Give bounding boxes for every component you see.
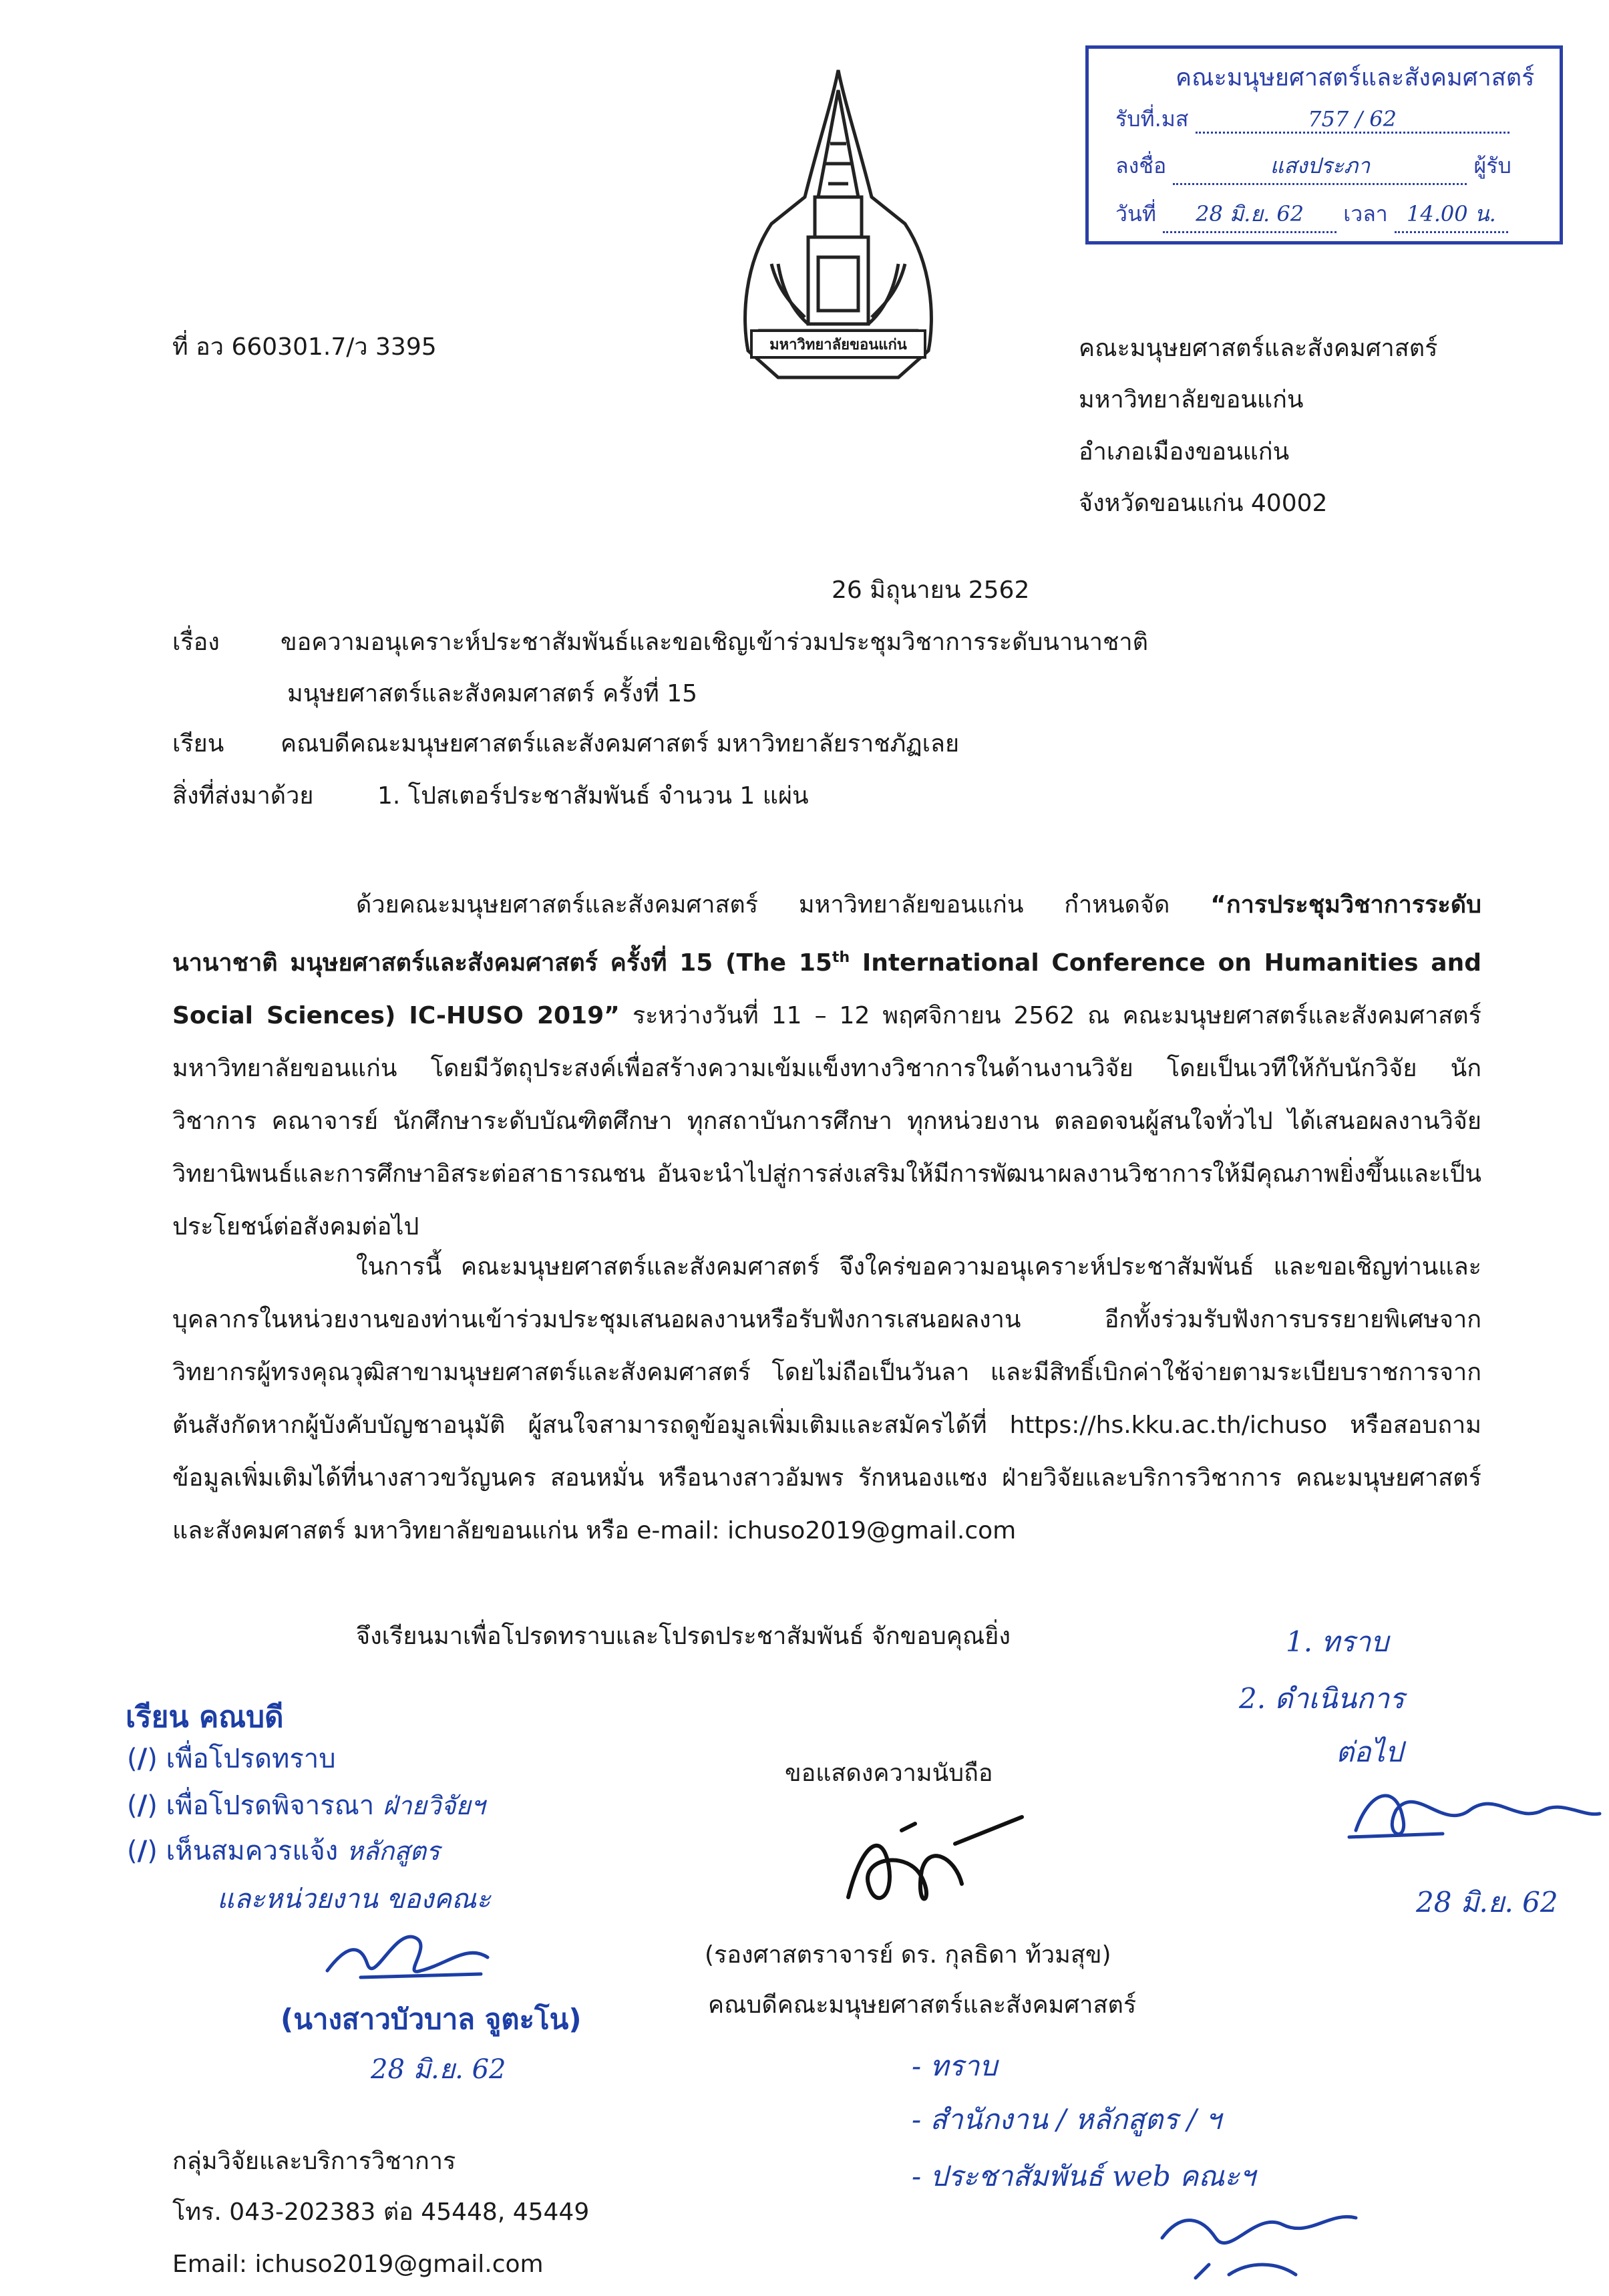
note-signer: (นางสาวบัวบาล จูตะโน) (281, 2003, 582, 2035)
stamp-date-label: วันที่ (1115, 201, 1156, 226)
sender-line-3: อำเภอเมืองขอนแก่น (1079, 438, 1290, 466)
enclosure-label: สิ่งที่ส่งมาด้วย (172, 782, 314, 810)
stamp-received-value: 757 / 62 (1196, 106, 1509, 134)
note-check-2: / (137, 1790, 148, 1821)
receipt-stamp (1085, 45, 1563, 244)
bottom-note-line-2: - สำนักงาน / หลักสูตร / ฯ (912, 2103, 1222, 2136)
signer-name: (รองศาสตราจารย์ ดร. กุลธิดา ท้วมสุข) (705, 1941, 1111, 1969)
subject-label: เรื่อง (172, 629, 220, 656)
stamp-time-label: เวลา (1343, 201, 1388, 226)
signature-icon (822, 1804, 1035, 1924)
sender-line-2: มหาวิทยาลัยขอนแก่น (1079, 386, 1304, 414)
stamp-received-row (1115, 102, 1509, 136)
bottom-note-signature-icon (1149, 2198, 1369, 2285)
document-reference: ที่ อว 660301.7/ว 3395 (172, 333, 437, 361)
emblem-caption: มหาวิทยาลัยขอนแก่น (769, 337, 907, 353)
note-signature-icon (321, 1917, 494, 1991)
university-emblem (731, 63, 945, 394)
to-label: เรียน (172, 730, 224, 758)
regards-text: ขอแสดงความนับถือ (785, 1760, 993, 1787)
stamp-time-value: 14.00 น. (1395, 197, 1508, 233)
note-check-3: / (137, 1836, 148, 1866)
subject-line-2: มนุษยศาสตร์และสังคมศาสตร์ ครั้งที่ 15 (287, 680, 698, 707)
note-item-1-label: เพื่อโปรดทราบ (166, 1744, 336, 1774)
sender-line-4: จังหวัดขอนแก่น 40002 (1079, 490, 1328, 517)
right-note-line-1: 1. ทราบ (1286, 1625, 1389, 1658)
para1-details: ระหว่างวันที่ 11 – 12 พฤศจิกายน 2562 ณ คณะมนุษยศาสตร์และสังคมศาสตร์ มหาวิทยาลัยขอนแก่น โดยมีวัตถุประสงค์เพื่อสร้างความเข้มแข็งทางวิชาการในด้านงานวิจัย โดยเป็นเวทีให้กับนักวิจัย นักวิชาการ คณาจารย์ นักศึกษาระดับบัณฑิตศึกษา ทุกสถาบันการศึกษา ทุกหน่วยงาน ตลอดจนผู้สนใจทั่วไป ได้เสนอผลงานวิจัย วิทยานิพนธ์และการศึกษาอิสระต่อสาธารณชน อันจะนำไปสู่การส่งเสริมให้มีการพัฒนาผลงานวิชาการให้มีคุณภาพยิ่งขึ้นและเป็นประโยชน์ต่อสังคมต่อไป (172, 1002, 1481, 1241)
stamp-org: คณะมนุษยศาสตร์และสังคมศาสตร์ (1176, 64, 1535, 92)
note-item-2-hand: ฝ่ายวิจัยฯ (382, 1791, 486, 1820)
note-item-3-label: เห็นสมควรแจ้ง (166, 1836, 339, 1866)
stamp-date-row (1115, 197, 1508, 233)
right-note-line-2: 2. ดำเนินการ (1239, 1682, 1405, 1715)
stamp-date-value: 28 มิ.ย. 62 (1163, 197, 1336, 233)
body-paragraph-1 (172, 878, 1481, 1253)
para1-english-name: International Conference on Humanities and Social Sciences) IC-HUSO 2019” (172, 949, 1481, 1029)
para1-english-open: (The 15 (713, 949, 832, 977)
bottom-note-line-1: - ทราบ (912, 2049, 998, 2082)
stamp-sign-value: แสงประภา (1173, 149, 1467, 185)
sender-line-1: คณะมนุษยศาสตร์และสังคมศาสตร์ (1079, 335, 1438, 362)
note-check-1: / (137, 1744, 148, 1774)
para1-conference-name: “การประชุมวิชาการระดับนานาชาติ มนุษยศาสตร์และสังคมศาสตร์ ครั้งที่ 15 (172, 891, 1481, 977)
letter-date: 26 มิถุนายน 2562 (832, 577, 1030, 604)
body-paragraph-2 (172, 1241, 1481, 1557)
note-item-2: (/) เพื่อโปรดพิจารณา ฝ่ายวิจัยฯ (127, 1790, 486, 1821)
para1-intro: ด้วยคณะมนุษยศาสตร์และสังคมศาสตร์ มหาวิทยาลัยขอนแก่น กำหนดจัด (356, 891, 1211, 919)
stamp-sign-label: ลงชื่อ (1115, 153, 1167, 178)
note-item-2-label: เพื่อโปรดพิจารณา (166, 1790, 375, 1821)
note-left-date: 28 มิ.ย. 62 (371, 2054, 506, 2085)
bottom-note-line-3: - ประชาสัมพันธ์ web คณะฯ (912, 2160, 1256, 2192)
closing-line: จึงเรียนมาเพื่อโปรดทราบและโปรดประชาสัมพันธ์ จักขอบคุณยิ่ง (356, 1623, 1011, 1650)
note-signer-name: นางสาวบัวบาล จูตะโน (293, 2003, 569, 2035)
stamp-received-label: รับที่.มส (1115, 106, 1189, 132)
footer-email: Email: ichuso2019@gmail.com (172, 2251, 544, 2278)
subject-line-1: ขอความอนุเคราะห์ประชาสัมพันธ์และขอเชิญเข้าร่วมประชุมวิชาการระดับนานาชาติ (281, 629, 1149, 656)
note-item-3: (/) เห็นสมควรแจ้ง หลักสูตร (127, 1836, 440, 1866)
note-title: เรียน คณบดี (126, 1700, 284, 1734)
para2-text: ในการนี้ คณะมนุษยศาสตร์และสังคมศาสตร์ จึงใคร่ขอความอนุเคราะห์ประชาสัมพันธ์ และขอเชิญท่านและบุคลากรในหน่วยงานของท่านเข้าร่วมประชุมเสนอผลงานหรือรับฟังการเสนอผลงาน อีกทั้งร่วมรับฟังการบรรยายพิเศษจากวิทยากรผู้ทรงคุณวุฒิสาขามนุษยศาสตร์และสังคมศาสตร์ โดยไม่ถือเป็นวันลา และมีสิทธิ์เบิกค่าใช้จ่ายตามระเบียบราชการจากต้นสังกัดหากผู้บังคับบัญชาอนุมัติ ผู้สนใจสามารถดูข้อมูลเพิ่มเติมและสมัครได้ที่ https://hs.kku.ac.th/ichuso หรือสอบถามข้อมูลเพิ่มเติมได้ที่นางสาวขวัญนคร สอนหมั่น หรือนางสาวอัมพร รักหนองแซง ฝ่ายวิจัยและบริการวิชาการ คณะมนุษยศาสตร์และสังคมศาสตร์ มหาวิทยาลัยขอนแก่น หรือ e-mail: ichuso2019@gmail.com (172, 1253, 1481, 1544)
to-value: คณบดีคณะมนุษยศาสตร์และสังคมศาสตร์ มหาวิทยาลัยราชภัฏเลย (281, 730, 960, 758)
note-hand-line: และหน่วยงาน ของคณะ (217, 1884, 491, 1915)
footer-telephone: โทร. 043-202383 ต่อ 45448, 45449 (172, 2198, 590, 2226)
right-note-line-3: ต่อไป (1336, 1736, 1403, 1768)
enclosure-value: 1. โปสเตอร์ประชาสัมพันธ์ จำนวน 1 แผ่น (377, 782, 809, 810)
right-note-signature-icon (1343, 1770, 1603, 1850)
footer-department: กลุ่มวิจัยและบริการวิชาการ (172, 2148, 456, 2175)
note-item-3-hand: หลักสูตร (346, 1836, 440, 1866)
note-item-1: (/) เพื่อโปรดทราบ (127, 1744, 336, 1774)
stamp-receiver-label: ผู้รับ (1473, 153, 1511, 178)
para1-superscript: th (832, 949, 850, 966)
right-note-date: 28 มิ.ย. 62 (1416, 1886, 1558, 1919)
stamp-sign-row (1115, 149, 1511, 185)
signer-title: คณบดีคณะมนุษยศาสตร์และสังคมศาสตร์ (708, 1991, 1137, 2019)
